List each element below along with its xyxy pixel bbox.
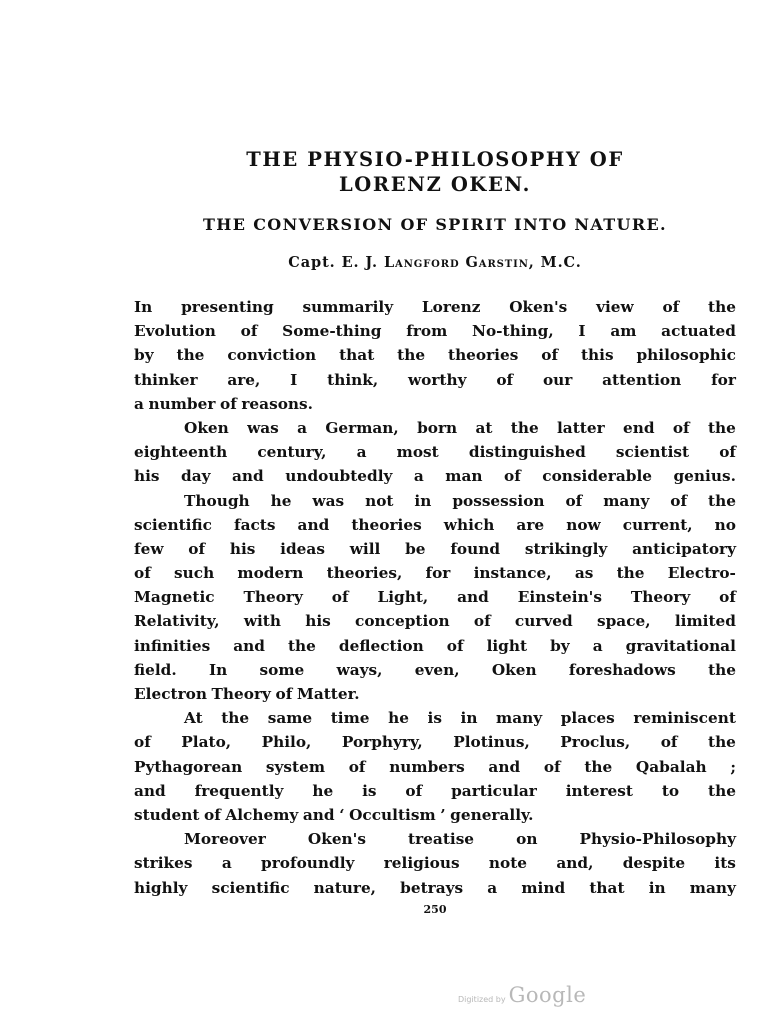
body-line: Relativity, with his conception of curved space, limited [134, 612, 736, 631]
digitized-by-google-watermark [458, 983, 586, 1007]
body-line: of Plato, Philo, Porphyry, Plotinus, Proclus, of the [134, 733, 736, 752]
body-line: Evolution of Some-thing from No-thing, I am actuated [134, 322, 736, 341]
body-line: his day and undoubtedly a man of considerable genius. [134, 467, 736, 486]
body-line: of such modern theories, for instance, as the Electro- [134, 564, 736, 583]
body-line: infinities and the deflection of light by a gravitational [134, 636, 736, 655]
body-line: At the same time he is in many places reminiscent [184, 709, 736, 728]
author-name: Langford Garstin [383, 254, 529, 271]
author-prefix: Capt. E. J. [288, 254, 384, 271]
body-line: by the conviction that the theories of this philosophic [134, 346, 736, 365]
body-line: eighteenth century, a most distinguished scientist of [134, 443, 736, 462]
body-line: scientific facts and theories which are now current, no [134, 515, 736, 534]
article-author [0, 254, 768, 271]
article-subtitle: THE CONVERSION OF SPIRIT INTO NATURE. [203, 215, 667, 234]
body-line: Moreover Oken's treatise on Physio-Philosophy [184, 830, 736, 849]
article-title-line-1: THE PHYSIO-PHILOSOPHY OF [246, 148, 624, 171]
body-line: and frequently he is of particular interest to the [134, 781, 736, 800]
article-body [134, 295, 736, 900]
page-number: 250 [423, 903, 447, 916]
body-line: Magnetic Theory of Light, and Einstein's Theory of [134, 588, 736, 607]
body-line: Electron Theory of Matter. [134, 685, 360, 703]
body-line: field. In some ways, even, Oken foreshadows the [134, 660, 736, 679]
body-line: strikes a profoundly religious note and, despite its [134, 854, 736, 873]
body-line: Though he was not in possession of many of the [184, 491, 736, 510]
body-line: Oken was a German, born at the latter end of the [184, 418, 736, 437]
google-logo: Google [508, 983, 587, 1007]
body-line: student of Alchemy and ‘ Occultism ’ generally. [134, 805, 534, 824]
body-line: highly scientific nature, betrays a mind that in many [134, 878, 736, 897]
watermark-prefix: Digitized by [458, 995, 506, 1004]
body-line: a number of reasons. [134, 394, 313, 413]
body-line: In presenting summarily Lorenz Oken's view of the [134, 298, 736, 316]
author-suffix: , M.C. [528, 254, 582, 271]
body-line: Pythagorean system of numbers and of the Qabalah ; [134, 757, 736, 776]
article-title-line-2: LORENZ OKEN. [339, 173, 531, 196]
body-line: thinker are, I think, worthy of our attention for [134, 370, 736, 389]
body-line: few of his ideas will be found strikingly anticipatory [134, 539, 736, 558]
